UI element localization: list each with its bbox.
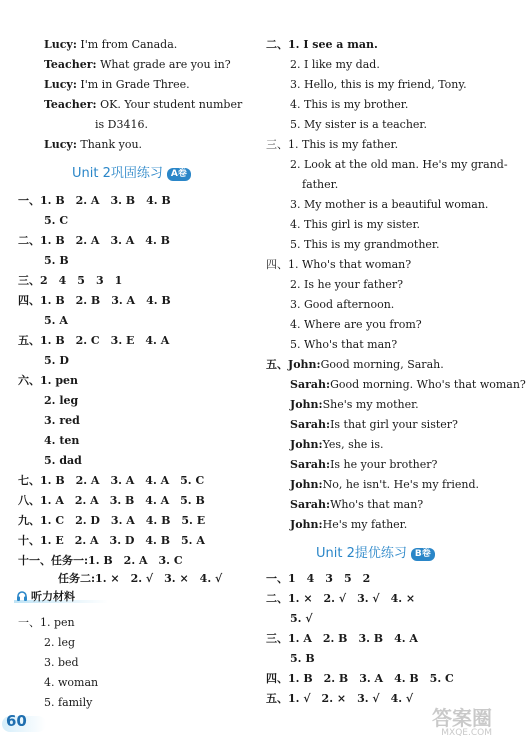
dialogue-line xyxy=(44,98,242,112)
watermark xyxy=(432,708,492,738)
speaker-name: Sarah: xyxy=(290,458,331,471)
answer-line: 5. Who's that man? xyxy=(290,338,398,351)
headphones-icon xyxy=(16,590,28,602)
section-badge: B卷 xyxy=(411,548,435,561)
dialogue-line xyxy=(290,378,526,392)
answer-line: 十一、任务一:1. B 2. A 3. C xyxy=(18,554,183,567)
answer-line: 5. A xyxy=(44,314,68,327)
dialogue-line xyxy=(290,458,437,472)
speaker-name: Lucy: xyxy=(44,38,77,51)
speaker-name: Sarah: xyxy=(290,418,331,431)
answer-line: 3. Hello, this is my friend, Tony. xyxy=(290,78,467,91)
answer-line: 二、1. × 2. √ 3. √ 4. × xyxy=(266,592,416,605)
speaker-name: Lucy: xyxy=(44,138,77,151)
dialogue-text: Is that girl your sister? xyxy=(330,418,458,431)
speaker-name: John: xyxy=(290,398,323,411)
listening-title-text: 听力材料 xyxy=(31,590,75,603)
dialogue-line xyxy=(44,58,231,72)
answer-line: 十、1. E 2. A 3. D 4. B 5. A xyxy=(18,534,205,547)
speaker-name: John: xyxy=(290,478,323,491)
dialogue-text: Who's that man? xyxy=(330,498,424,511)
listening-line: 2. leg xyxy=(44,636,76,649)
answer-line: 九、1. C 2. D 3. A 4. B 5. E xyxy=(18,514,206,527)
answer-line: 七、1. B 2. A 3. A 4. A 5. C xyxy=(18,474,205,487)
dialogue-text: OK. Your student number xyxy=(100,98,243,111)
answer-line: 5. C xyxy=(44,214,69,227)
answer-line: 一、1 4 3 5 2 xyxy=(266,572,371,585)
dialogue-text: Is he your brother? xyxy=(330,458,438,471)
speaker-name: Sarah: xyxy=(290,378,331,391)
answer-line: 任务二:1. × 2. √ 3. × 4. √ xyxy=(58,572,223,585)
answer-line: 5. D xyxy=(44,354,69,367)
answer-line: 5. This is my grandmother. xyxy=(290,238,440,251)
section-title-text: Unit 2提优练习 xyxy=(316,546,407,561)
answer-line: 2. Look at the old man. He's my grand- xyxy=(290,158,508,171)
section-title-unit2-a xyxy=(72,166,191,182)
answer-line: 三、2 4 5 3 1 xyxy=(18,274,123,287)
section-title-unit2-b xyxy=(316,546,435,562)
listening-line: 一、1. pen xyxy=(18,616,75,629)
listening-line: 3. bed xyxy=(44,656,79,669)
listening-line: 4. woman xyxy=(44,676,99,689)
answer-line: 4. Where are you from? xyxy=(290,318,422,331)
answer-line: father. xyxy=(302,178,339,191)
dialogue-text: I'm in Grade Three. xyxy=(80,78,190,91)
dialogue-text: What grade are you in? xyxy=(100,58,231,71)
answer-line: 2. I like my dad. xyxy=(290,58,380,71)
dialogue-line xyxy=(290,418,458,432)
dialogue-text: is D3416. xyxy=(95,118,148,131)
dialogue-line xyxy=(290,498,423,512)
dialogue-line xyxy=(95,118,148,132)
speaker-name: John: xyxy=(290,518,323,531)
dialogue-text: Thank you. xyxy=(80,138,143,151)
answer-line: 4. This girl is my sister. xyxy=(290,218,420,231)
dialogue-line xyxy=(44,138,142,152)
dialogue-line xyxy=(266,358,444,372)
answer-line: 2. leg xyxy=(44,394,79,407)
answer-line: 三、1. A 2. B 3. B 4. A xyxy=(266,632,418,645)
answer-line: 3. red xyxy=(44,414,80,427)
answer-line: 2. Is he your father? xyxy=(290,278,404,291)
speaker-name: 五、John: xyxy=(266,358,321,371)
answer-line: 5. My sister is a teacher. xyxy=(290,118,427,131)
speaker-name: Lucy: xyxy=(44,78,77,91)
answer-line: 五、1. √ 2. × 3. √ 4. √ xyxy=(266,692,414,705)
answer-line: 3. Good afternoon. xyxy=(290,298,395,311)
answer-line: 5. B xyxy=(44,254,69,267)
dialogue-line xyxy=(44,38,177,52)
answer-line: 3. My mother is a beautiful woman. xyxy=(290,198,489,211)
answer-line: 二、1. I see a man. xyxy=(266,38,378,51)
dialogue-text: Yes, she is. xyxy=(322,438,384,451)
dialogue-line xyxy=(290,518,407,532)
listening-line: 5. family xyxy=(44,696,93,709)
answer-line: 二、1. B 2. A 3. A 4. B xyxy=(18,234,170,247)
answer-line: 4. This is my brother. xyxy=(290,98,409,111)
watermark-url: MXQE.COM xyxy=(441,728,492,738)
answer-line: 六、1. pen xyxy=(18,374,79,387)
listening-title xyxy=(16,588,75,604)
answer-line: 四、1. B 2. B 3. A 4. B 5. C xyxy=(266,672,454,685)
answer-line: 四、1. Who's that woman? xyxy=(266,258,412,271)
dialogue-line xyxy=(290,398,419,412)
speaker-name: Teacher: xyxy=(44,58,97,71)
dialogue-text: Good morning. Who's that woman? xyxy=(330,378,526,391)
answer-line: 三、1. This is my father. xyxy=(266,138,399,151)
speaker-name: Sarah: xyxy=(290,498,331,511)
speaker-name: Teacher: xyxy=(44,98,97,111)
section-title-text: Unit 2巩固练习 xyxy=(72,166,163,181)
answer-line: 四、1. B 2. B 3. A 4. B xyxy=(18,294,171,307)
dialogue-text: Good morning, Sarah. xyxy=(320,358,444,371)
dialogue-text: No, he isn't. He's my friend. xyxy=(322,478,480,491)
dialogue-line xyxy=(44,78,190,92)
answer-line: 5. dad xyxy=(44,454,82,467)
answer-line: 5. √ xyxy=(290,612,313,625)
watermark-logo: 答案圈 xyxy=(432,706,492,730)
answer-line: 一、1. B 2. A 3. B 4. B xyxy=(18,194,171,207)
dialogue-text: He's my father. xyxy=(322,518,408,531)
dialogue-text: She's my mother. xyxy=(322,398,419,411)
answer-line: 八、1. A 2. A 3. B 4. A 5. B xyxy=(18,494,205,507)
page-number: 60 xyxy=(6,712,27,730)
answer-line: 4. ten xyxy=(44,434,80,447)
answer-line: 5. B xyxy=(290,652,315,665)
dialogue-line xyxy=(290,478,479,492)
dialogue-line xyxy=(290,438,383,452)
section-badge: A卷 xyxy=(167,168,191,181)
speaker-name: John: xyxy=(290,438,323,451)
answer-line: 五、1. B 2. C 3. E 4. A xyxy=(18,334,170,347)
dialogue-text: I'm from Canada. xyxy=(80,38,178,51)
